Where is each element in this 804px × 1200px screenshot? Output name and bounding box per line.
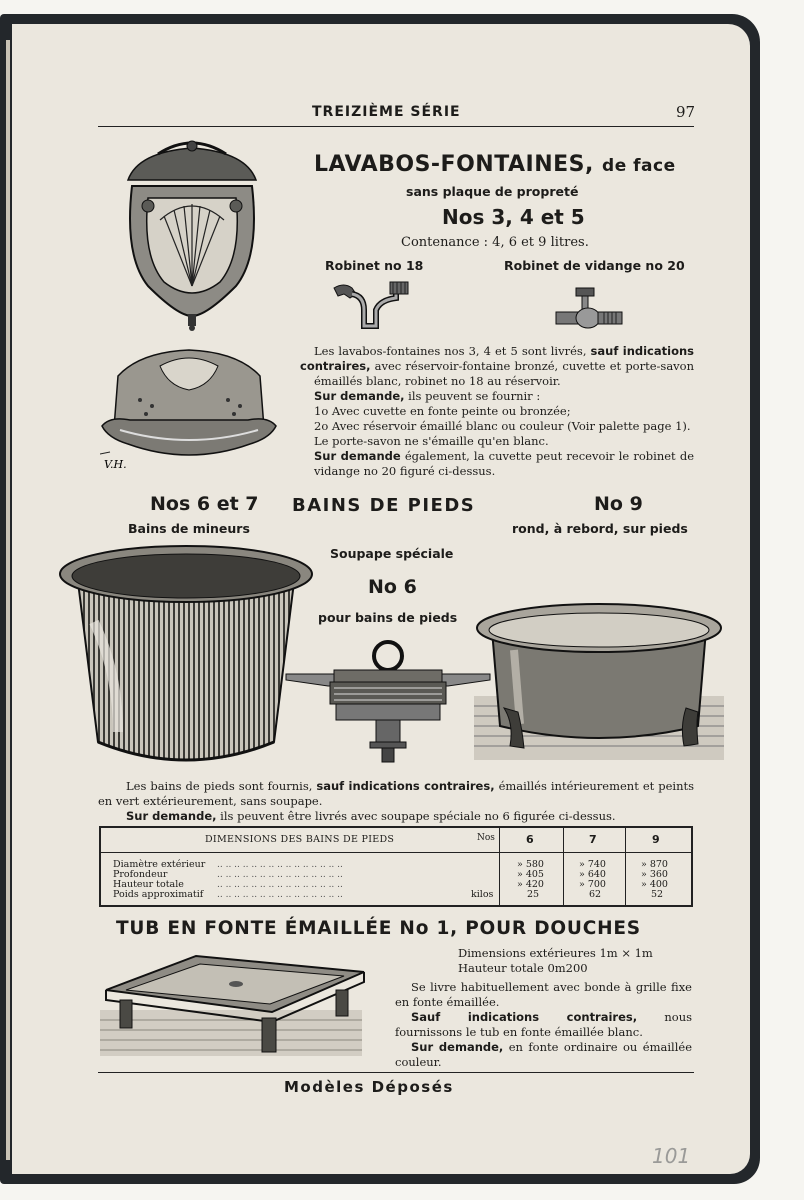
miners-bath-illustration <box>58 542 314 774</box>
bains-right-number: No 9 <box>594 493 643 515</box>
page-gutter <box>6 40 10 1160</box>
soupape-caption: pour bains de pieds <box>318 610 458 625</box>
tub-p3-bold: Sur demande, <box>411 1040 504 1054</box>
bains-p1-text-a: Les bains de pieds sont fournis, <box>126 779 313 793</box>
table-cell: » 360 <box>641 869 668 880</box>
lavabos-p1-bold-b: sauf indications <box>590 344 695 358</box>
series-header: TREIZIÈME SÉRIE <box>312 104 461 120</box>
robinet-18-illustration <box>330 280 412 334</box>
tub-dimensions: Dimensions extérieures 1m × 1m <box>458 946 653 960</box>
bains-p1-bold: sauf indications contraires, <box>316 779 495 793</box>
lavabos-description <box>300 344 695 479</box>
tub-p2-text: nous fournissons le tub en fonte émaillée blanc. <box>395 1010 693 1039</box>
footer-rule <box>98 1072 694 1073</box>
lavabo-basin-illustration <box>100 346 278 472</box>
bains-paragraph-1 <box>98 779 694 809</box>
lavabo-fountain-illustration <box>118 136 266 332</box>
lavabos-paragraph-1 <box>300 344 695 389</box>
tub-p2-bold: Sauf indications contraires, <box>411 1010 638 1024</box>
table-col-6: 6 <box>526 833 534 846</box>
table-header-rule <box>101 852 691 853</box>
tub-description <box>395 980 692 1070</box>
table-row-label: Hauteur totale <box>113 879 184 890</box>
table-cell: » 405 <box>517 869 544 880</box>
table-cell: 25 <box>527 889 540 900</box>
handwritten-page-number: 101 <box>652 1144 691 1168</box>
tub-paragraph-1: Se livre habituellement avec bonde à grille fixe en fonte émaillée. <box>395 980 692 1009</box>
bains-right-caption: rond, à rebord, sur pieds <box>512 521 688 536</box>
soupape-number: No 6 <box>368 576 417 598</box>
robinet-18-label: Robinet no 18 <box>325 258 424 273</box>
table-cell: » 640 <box>579 869 606 880</box>
table-cell: » 740 <box>579 859 606 870</box>
bains-paragraph-2 <box>98 809 694 824</box>
lavabos-p6-bold: Sur demande <box>314 449 401 463</box>
table-nos-label: Nos <box>477 833 495 843</box>
table-leader-dots: .. .. .. .. .. .. .. .. .. .. .. .. .. .. .. .. .. .. .. .. .. .. .. .. .. .. .. .. .. .. .. .. .. .. .. .. .. .. .. .. .. .. .. .. .. .. .. .. .. .. .. .. .. .. .. .. .. .. .. .. <box>217 860 343 900</box>
robinet-20-label: Robinet de vidange no 20 <box>504 258 685 273</box>
table-cell: 52 <box>651 889 664 900</box>
lavabos-p1-bold-c: contraires, <box>300 359 371 373</box>
table-row-unit: kilos <box>471 889 494 900</box>
lavabos-p1-text-a: Les lavabos-fontaines nos 3, 4 et 5 sont livrés, <box>314 344 587 358</box>
bains-left-number: Nos 6 et 7 <box>150 493 259 515</box>
lavabos-paragraph-4: 2o Avec réservoir émaillé blanc ou couleur (Voir palette page 1). <box>314 419 691 433</box>
lavabos-p2-bold: Sur demande, <box>314 389 405 403</box>
illustration-signature: V.H. <box>104 458 127 471</box>
dimensions-table <box>99 826 693 907</box>
lavabos-paragraph-5: Le porte-savon ne s'émaille qu'en blanc. <box>314 434 549 448</box>
bains-p2-text: ils peuvent être livrés avec soupape spéciale no 6 figurée ci-dessus. <box>220 809 616 823</box>
lavabos-numbers: Nos 3, 4 et 5 <box>442 205 585 229</box>
lavabos-capacity: Contenance : 4, 6 et 9 litres. <box>401 235 589 250</box>
lavabos-title-suffix: de face <box>602 156 676 176</box>
round-footbath-illustration <box>474 600 728 766</box>
tub-height: Hauteur totale 0m200 <box>458 961 588 975</box>
tub-title: TUB EN FONTE ÉMAILLÉE No 1, POUR DOUCHES <box>116 918 641 939</box>
table-col-9: 9 <box>652 833 660 846</box>
robinet-20-illustration <box>552 284 626 334</box>
lavabos-title <box>314 152 676 177</box>
table-header-label: DIMENSIONS DES BAINS DE PIEDS <box>205 834 395 845</box>
table-cell: » 420 <box>517 879 544 890</box>
lavabos-paragraph-3: 1o Avec cuvette en fonte peinte ou bronzée; <box>314 404 571 418</box>
table-col-7: 7 <box>589 833 597 846</box>
table-cell: » 700 <box>579 879 606 890</box>
header-rule <box>98 126 694 127</box>
bains-title: BAINS DE PIEDS <box>292 495 476 516</box>
bains-p2-bold: Sur demande, <box>126 809 217 823</box>
table-row-label: Profondeur <box>113 869 168 880</box>
table-cell: » 870 <box>641 859 668 870</box>
soupape-illustration <box>284 640 492 764</box>
lavabos-p6-text: également, la cuvette peut recevoir le robinet de vidange no 20 figuré ci-dessus. <box>314 449 695 478</box>
lavabos-title-main: LAVABOS-FONTAINES, <box>314 152 594 177</box>
soupape-title: Soupape spéciale <box>330 546 454 561</box>
table-cell: » 400 <box>641 879 668 890</box>
lavabos-paragraph-2 <box>314 389 694 404</box>
footer-deposited-models: Modèles Déposés <box>284 1078 454 1096</box>
bains-description <box>98 779 694 824</box>
lavabos-p1-text-d: avec réservoir-fontaine bronzé, cuvette et porte-savon émaillés blanc, robinet no 18 au réservoir. <box>314 359 695 388</box>
bains-left-caption: Bains de mineurs <box>128 521 250 536</box>
shower-tub-illustration <box>100 950 370 1060</box>
table-cell: » 580 <box>517 859 544 870</box>
table-row-label: Diamètre extérieur <box>113 859 206 870</box>
lavabos-subtitle: sans plaque de propreté <box>406 184 579 199</box>
lavabos-paragraph-6 <box>314 449 694 479</box>
bains-p1-text-c: émaillés intérieurement et peints en vert extérieurement, sans soupape. <box>98 779 695 808</box>
table-cell: 62 <box>589 889 602 900</box>
lavabos-p2-text: ils peuvent se fournir : <box>408 389 541 403</box>
table-row-label: Poids approximatif <box>113 889 204 900</box>
tub-paragraph-2 <box>395 1010 692 1040</box>
tub-p3-text: en fonte ordinaire ou émaillée couleur. <box>395 1040 692 1069</box>
page-number: 97 <box>676 103 696 121</box>
tub-paragraph-3 <box>395 1040 692 1070</box>
